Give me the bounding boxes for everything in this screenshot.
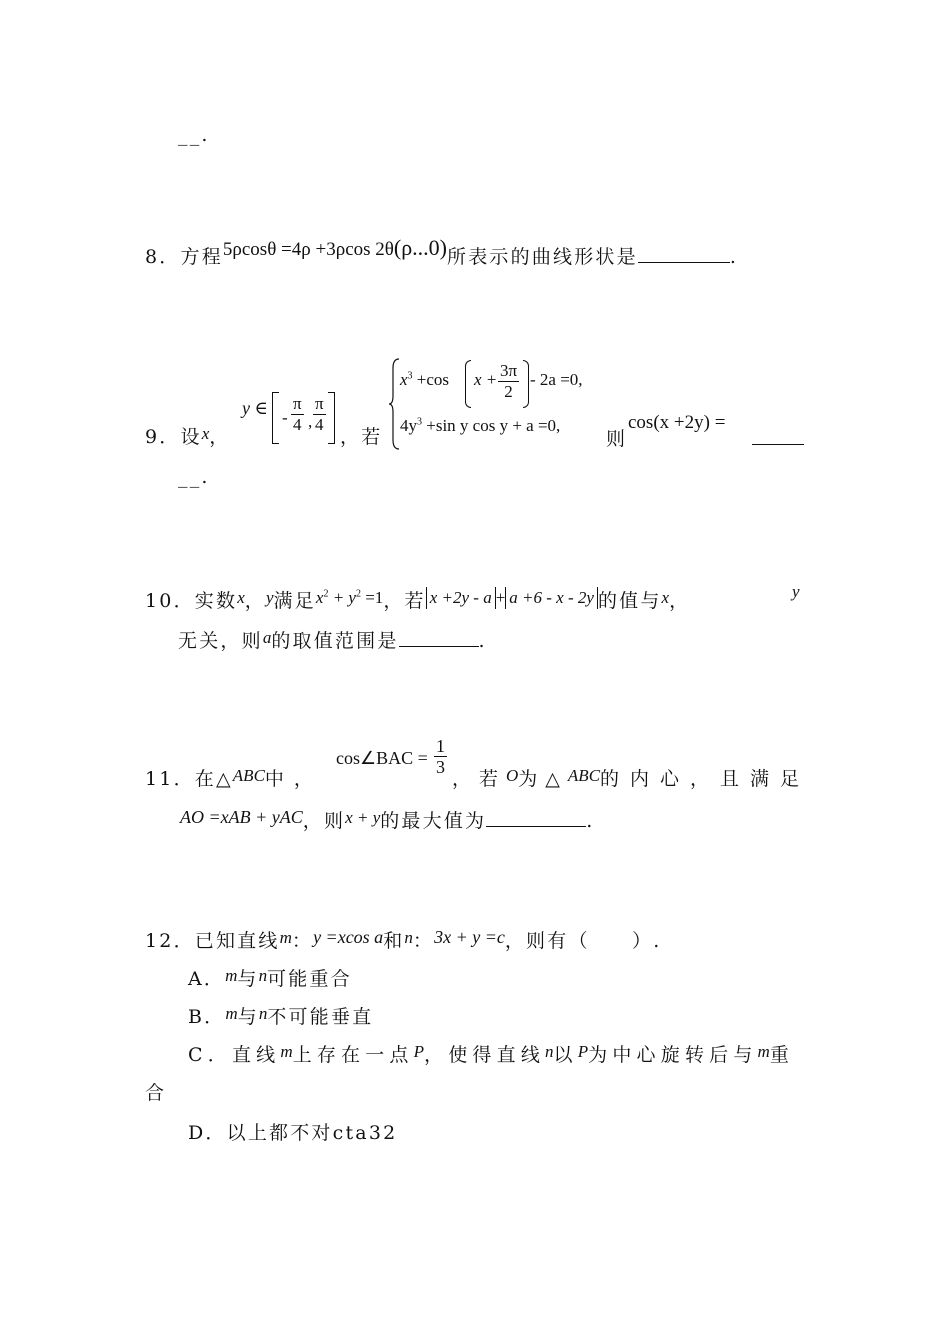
q11-ruo: ，若 bbox=[452, 768, 507, 790]
q9-eq1-cube: 3 bbox=[407, 370, 413, 382]
q11-frac-den: 3 bbox=[436, 757, 445, 777]
q11-nei: 的内心，且满足 bbox=[600, 768, 811, 790]
q9-eq1-x: x bbox=[400, 370, 408, 389]
q12-a-n: n bbox=[258, 966, 268, 985]
q11-frac bbox=[434, 736, 447, 777]
answer-blank-fragment: __. bbox=[178, 124, 210, 146]
q11-max: 的最大值为 bbox=[380, 810, 487, 832]
q11-period: . bbox=[586, 810, 595, 832]
q12-colon: ： bbox=[291, 930, 314, 952]
q12-a-mid: 与 bbox=[237, 968, 259, 990]
q12-n: n bbox=[404, 928, 413, 947]
q12-option-d bbox=[188, 1118, 397, 1145]
q9-equation-2 bbox=[400, 416, 560, 436]
q9-frac2-num: π bbox=[315, 394, 324, 413]
q9-eq1-rest: - 2a =0, bbox=[530, 370, 583, 389]
q12-ze: ，则有（ ）. bbox=[504, 930, 662, 952]
q11-line-2 bbox=[180, 806, 595, 833]
q12-c-b: ，使得直线 bbox=[424, 1044, 546, 1066]
q8-answer-blank bbox=[638, 246, 730, 263]
q12-c-c: 以 bbox=[553, 1044, 578, 1066]
q11-abc2: ABC bbox=[567, 766, 601, 785]
q12-option-c-tail bbox=[145, 1078, 166, 1105]
q9-frac-pi-4 bbox=[313, 394, 326, 435]
q9-y-in: y ∈ bbox=[242, 398, 268, 418]
q12-b-n: n bbox=[258, 1004, 268, 1023]
q8-label: 8．方程 bbox=[145, 246, 223, 268]
q11-answer-blank bbox=[486, 810, 586, 827]
q10-eq-sq1: 2 bbox=[323, 588, 329, 600]
q12-d-text: D．以上都不对cta32 bbox=[188, 1122, 398, 1144]
q12-c-tail: 合 bbox=[145, 1082, 167, 1104]
q10-eq-x: x bbox=[315, 588, 324, 607]
q12-a-m: m bbox=[225, 966, 238, 985]
q9-frac-comma: , bbox=[308, 412, 313, 431]
q11-rest bbox=[452, 764, 810, 791]
q12-a-end: 可能重合 bbox=[267, 968, 352, 990]
top-fragment bbox=[178, 124, 210, 146]
q9-system-brace bbox=[388, 358, 400, 450]
q9-eq2-rest: +sin y cos y + a =0, bbox=[422, 416, 561, 435]
q10-sep: ， bbox=[244, 590, 266, 612]
q8-formula bbox=[222, 235, 448, 260]
q10-label: 10．实数 bbox=[145, 590, 238, 612]
q10-val: 的值与 bbox=[597, 590, 662, 612]
q12-option-a bbox=[188, 964, 352, 991]
q9-ruo-text: ，若 bbox=[340, 426, 383, 448]
q11-vector-eq: AO =xAB + yAC bbox=[180, 807, 303, 827]
q9-frac1-num: π bbox=[293, 394, 302, 413]
q11-cos bbox=[336, 748, 428, 769]
q12-c-d: 为中心旋转后与 bbox=[588, 1044, 758, 1066]
q11-zhong: 中， bbox=[264, 768, 323, 790]
q10-abs1: x +2y - a bbox=[426, 587, 496, 609]
q9-var-x: x bbox=[201, 424, 210, 443]
question-12 bbox=[145, 926, 662, 953]
q9-neg: - bbox=[282, 408, 288, 427]
q12-a-label: A． bbox=[188, 968, 226, 990]
q9-frac2-den: 4 bbox=[315, 415, 324, 434]
q9-equation-1 bbox=[400, 370, 449, 390]
q12-option-c bbox=[188, 1040, 794, 1067]
q9-left-bracket bbox=[272, 392, 279, 444]
q12-option-b bbox=[188, 1002, 373, 1029]
q10-line2-a: 无关，则 bbox=[178, 630, 263, 652]
q9-cos-expr: cos(x +2y) = bbox=[628, 412, 726, 433]
q11-abc: ABC bbox=[232, 766, 265, 785]
q12-he: 和 bbox=[383, 930, 405, 952]
q11-cos-text: cos∠BAC = bbox=[336, 748, 428, 768]
q12-c-a: 上存在一点 bbox=[292, 1044, 414, 1066]
q12-c-label: C．直线 bbox=[188, 1044, 281, 1066]
q10-ruo: ，若 bbox=[383, 590, 426, 612]
q8-formula-condition: (ρ...0) bbox=[393, 235, 448, 260]
q11-label: 11．在△ bbox=[145, 768, 233, 790]
q10-eq-sq2: 2 bbox=[355, 588, 361, 600]
q9-eq1-cos: +cos bbox=[412, 370, 450, 389]
q10-abs-expr bbox=[426, 588, 598, 607]
q9-frac1-den: 4 bbox=[293, 415, 302, 434]
q10-answer-blank bbox=[399, 630, 479, 647]
q9-eq1-frac-num: 3π bbox=[500, 361, 518, 380]
q8-text: 所表示的曲线形状是 bbox=[447, 246, 638, 268]
q12-b-end: 不可能垂直 bbox=[267, 1006, 374, 1028]
q10-var-y: y bbox=[265, 588, 274, 607]
q9-tail bbox=[178, 466, 210, 488]
q9-frac-neg-pi-4 bbox=[291, 394, 304, 435]
q12-c-p: P bbox=[413, 1042, 425, 1061]
q12-c-m: m bbox=[280, 1042, 293, 1061]
question-9 bbox=[145, 422, 230, 449]
q8-period: . bbox=[729, 246, 739, 268]
q9-ze bbox=[606, 424, 627, 451]
question-11 bbox=[145, 764, 323, 791]
q10-var-x: x bbox=[237, 588, 245, 607]
q12-b-mid: 与 bbox=[237, 1006, 259, 1028]
q11-frac-num: 1 bbox=[436, 736, 445, 756]
q9-eq1-rparen bbox=[523, 360, 529, 408]
q9-comma: ， bbox=[209, 426, 231, 448]
q10-eq-rhs: =1 bbox=[360, 588, 384, 607]
q12-m: m bbox=[279, 928, 292, 947]
q12-colon2: ： bbox=[412, 930, 435, 952]
q9-answer-blank bbox=[752, 428, 804, 445]
q11-wei: 为△ bbox=[518, 768, 568, 790]
q11-o: O bbox=[506, 766, 519, 785]
q9-eq1-frac bbox=[498, 361, 519, 402]
q10-var-y2: y bbox=[792, 582, 800, 601]
q9-eq2-4y: 4y bbox=[400, 416, 417, 435]
q12-c-e: 重 bbox=[769, 1044, 795, 1066]
q11-ze: ，则 bbox=[302, 810, 346, 832]
q9-ruo bbox=[340, 422, 382, 449]
q9-eq1-frac-den: 2 bbox=[504, 382, 513, 401]
q9-eq1-xplus: x + bbox=[474, 370, 498, 389]
q9-y-range bbox=[242, 398, 268, 419]
q9-ze-text: 则 bbox=[606, 428, 628, 450]
q8-formula-main: 5ρcosθ =4ρ +3ρcos 2θ bbox=[222, 239, 394, 260]
q12-b-label: B． bbox=[188, 1006, 226, 1028]
q10-line-2 bbox=[178, 626, 487, 653]
q12-c-m2: m bbox=[757, 1042, 770, 1061]
q10-abs2: a +6 - x - 2y bbox=[505, 587, 598, 609]
q9-eq1-lparen bbox=[465, 360, 471, 408]
q9-eq2-cube: 3 bbox=[417, 416, 422, 428]
q10-var-a: a bbox=[262, 628, 272, 647]
question-10 bbox=[145, 586, 690, 613]
q12-c-p2: P bbox=[577, 1042, 589, 1061]
q10-var-x2: x bbox=[661, 588, 670, 607]
q9-right-bracket bbox=[328, 392, 335, 444]
q12-b-m: m bbox=[225, 1004, 238, 1023]
question-8 bbox=[145, 235, 739, 269]
q12-eq2: 3x + y =c bbox=[434, 927, 505, 947]
q10-period: . bbox=[478, 630, 487, 652]
q12-c-n: n bbox=[545, 1042, 554, 1061]
q10-eq-y: + y bbox=[328, 588, 356, 607]
q10-satisfy: 满足 bbox=[273, 590, 316, 612]
q9-label: 9．设 bbox=[145, 426, 202, 448]
q10-plus: + bbox=[495, 588, 506, 607]
q12-eq1: y =xcos a bbox=[313, 927, 384, 947]
q9-tail-text: __. bbox=[178, 466, 210, 488]
q10-line2-b: 的取值范围是 bbox=[271, 630, 399, 652]
q12-label: 12．已知直线 bbox=[145, 930, 280, 952]
q11-xy: x + y bbox=[345, 808, 381, 827]
q10-sep2: ， bbox=[669, 590, 691, 612]
q10-circle-eq bbox=[316, 588, 383, 607]
